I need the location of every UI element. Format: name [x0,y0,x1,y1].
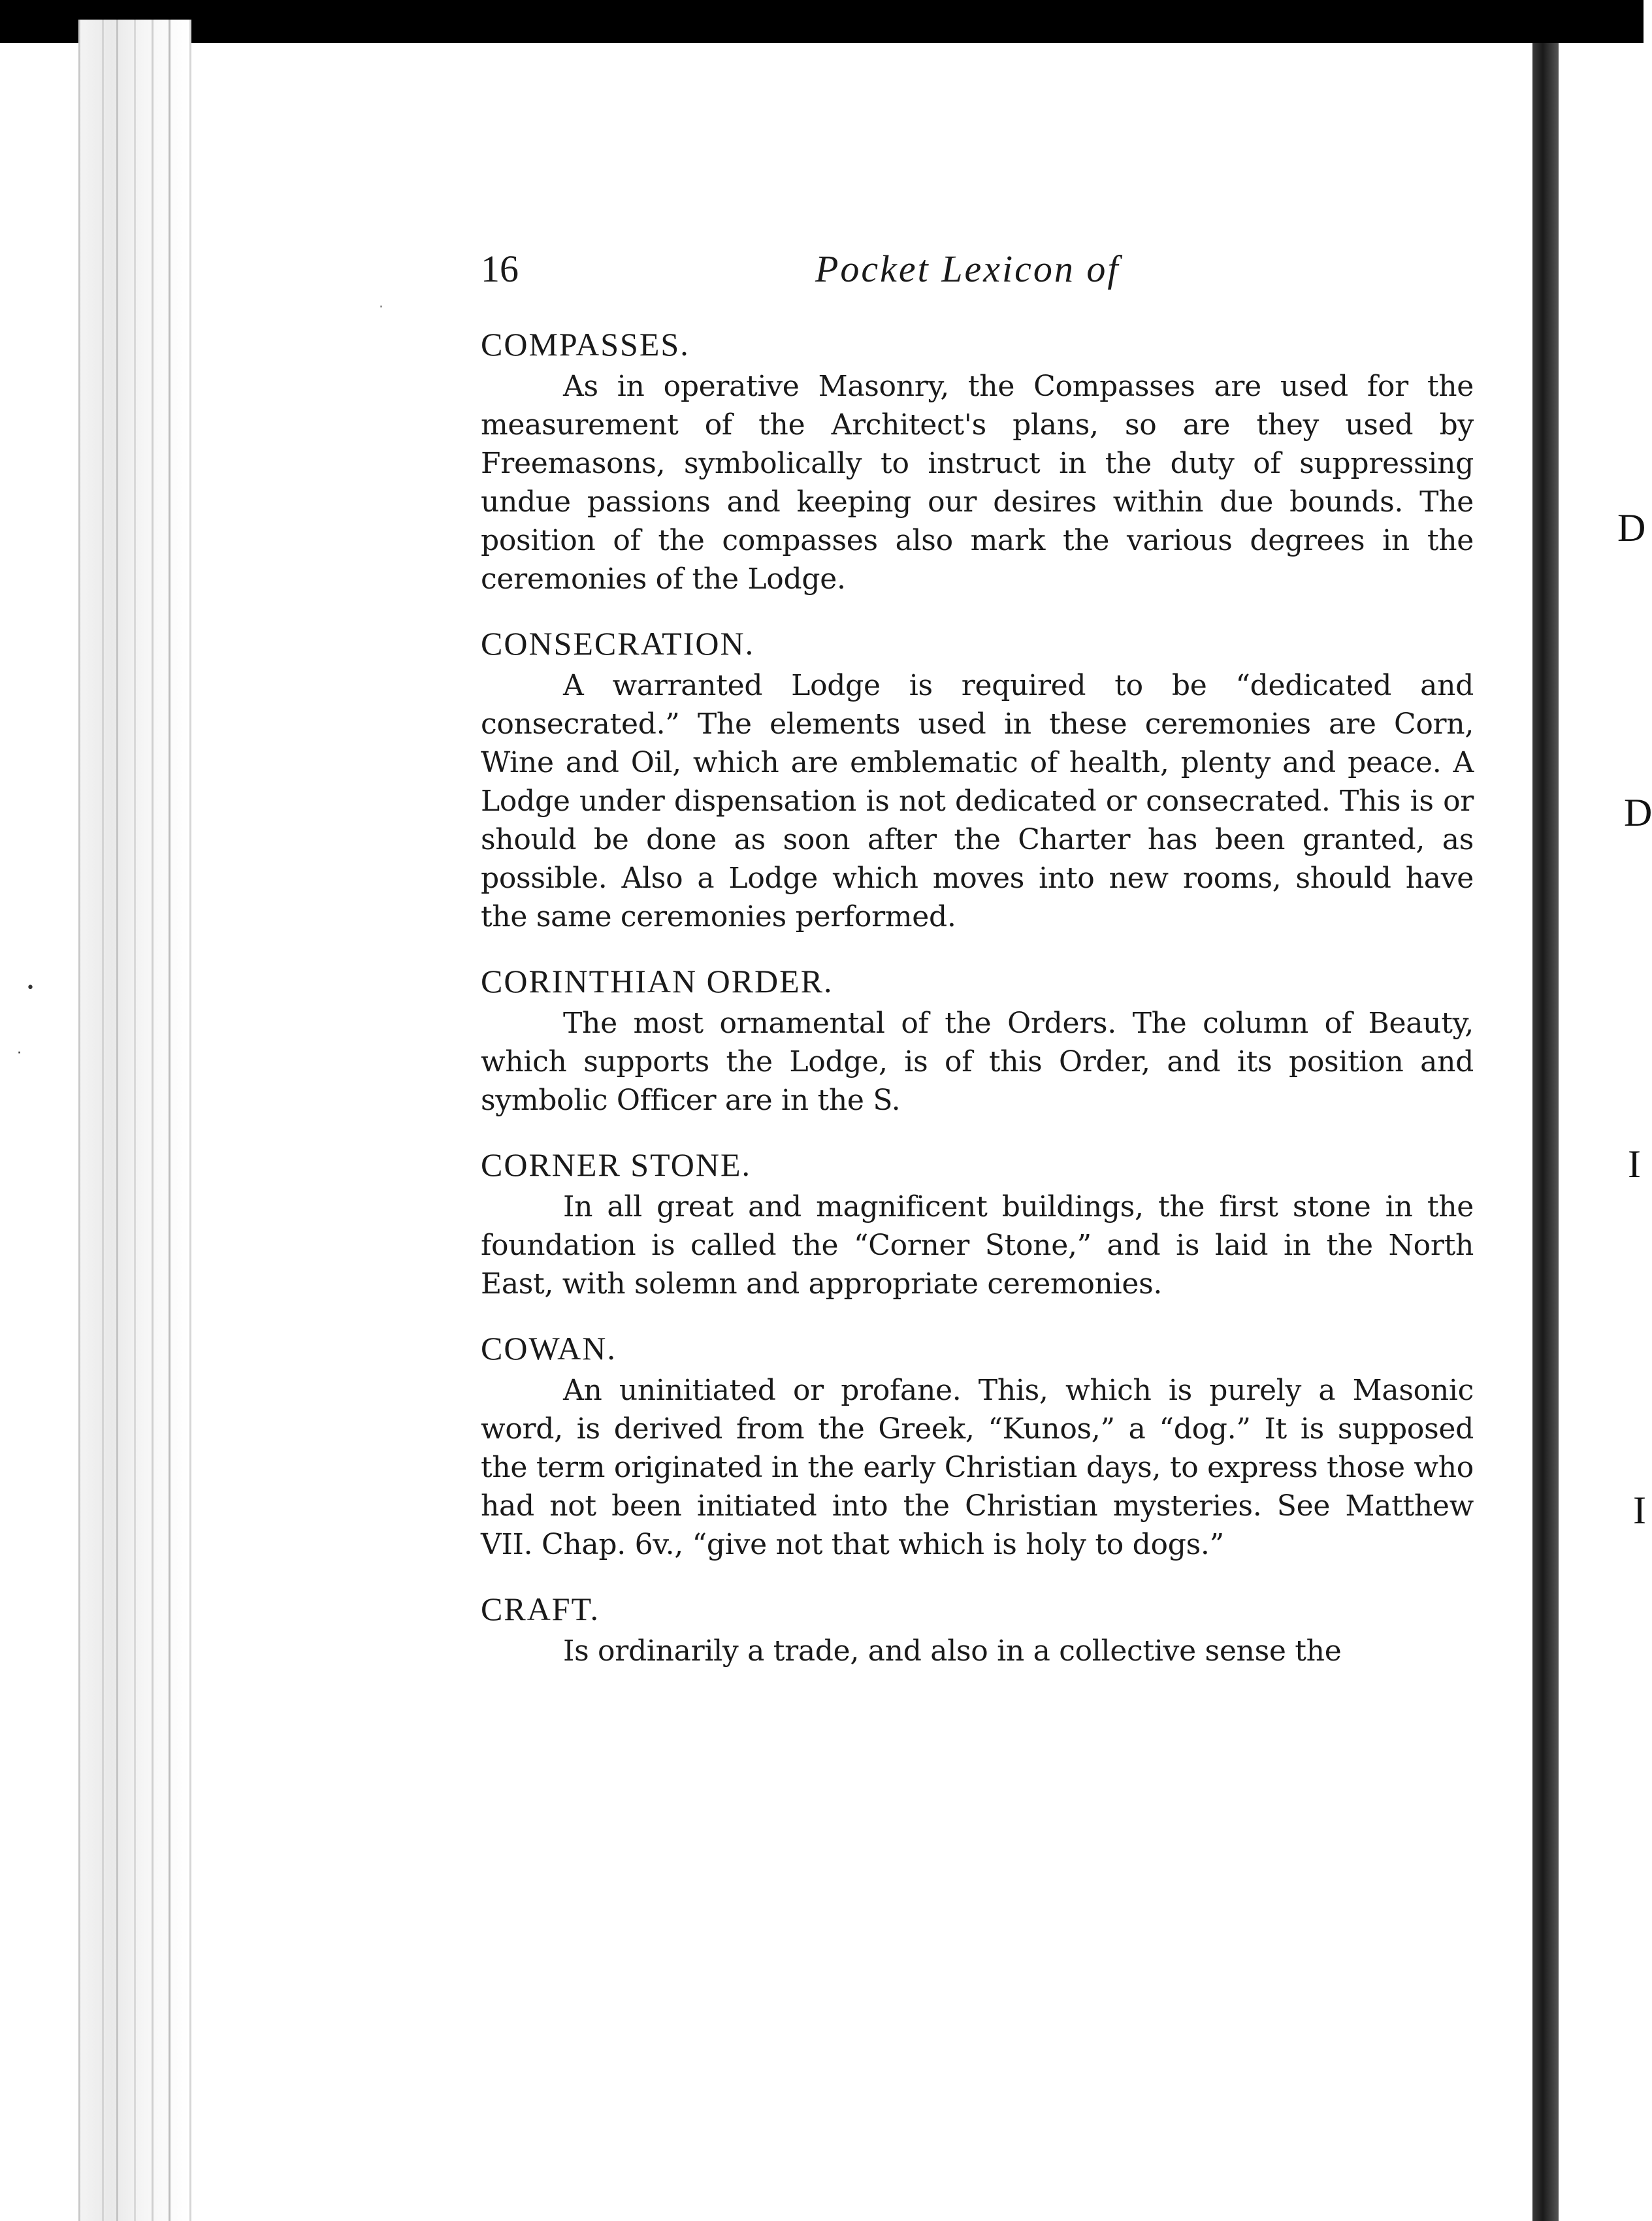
entry-term: CRAFT. [481,1591,600,1627]
facing-page-letter: D [1617,506,1646,549]
page-number: 16 [481,248,519,290]
top-black-band [0,0,1644,43]
page-edge-line [189,20,191,2221]
page-edge-line [116,20,118,2221]
scan-speck: · [379,299,383,316]
page-edge-line [152,20,154,2221]
entry-definition: A warranted Lodge is required to be “dedicated and consecrated.” The elements used in these ceremonies are Corn, Wine and Oil, which are emblematic of health, plenty and peace. A Lodge under dispensation is not dedicated or consecrated. This is or should be done as soon after the Charter has been granted, as possible. Also a Lodge which moves into new rooms, should have the same ceremonies performed. [481,669,1474,933]
lexicon-entry [481,1328,1474,1564]
lexicon-entry [481,1589,1474,1670]
entry-definition: Is ordinarily a trade, and also in a collective sense the [563,1634,1342,1668]
lexicon-entry [481,324,1474,598]
page-edge-line [102,20,104,2221]
scan-speck: • [26,980,35,996]
scan-speck: · [17,1045,22,1062]
entry-definition: As in operative Masonry, the Compasses are used for the measurement of the Architect's plans, so are they used by Freemasons, symbolically to instruct in the duty of suppressing undue passions and keeping our desires within due bounds. The position of the compasses also mark the various degrees in the ceremonies of the Lodge. [481,370,1474,596]
page-edge-line [169,20,170,2221]
entry-term: COWAN. [481,1330,617,1367]
entry-term: CONSECRATION. [481,625,755,662]
lexicon-entry [481,961,1474,1120]
entry-term: COMPASSES. [481,326,690,363]
page-edge-line [78,20,80,2221]
lexicon-content [481,324,1474,1695]
entry-definition: The most ornamental of the Orders. The column of Beauty, which supports the Lodge, is of this Order, and its position and symbolic Officer are in the S. [481,1007,1474,1117]
lexicon-entry [481,623,1474,936]
book-binding-gutter [1532,43,1559,2221]
facing-page-letter: D [1624,791,1652,834]
entry-definition: In all great and magnificent buildings, the first stone in the foundation is called the “Corner Stone,” and is laid in the North East, with solemn and appropriate ceremonies. [481,1190,1474,1301]
entry-definition: An uninitiated or profane. This, which is purely a Masonic word, is derived from the Greek, “Kunos,” a “dog.” It is supposed the term originated in the early Christian days, to express those who had not been initiated into the Christian mysteries. See Matthew VII. Chap. 6v., “give not that which is holy to dogs.” [481,1374,1474,1561]
entry-term: CORINTHIAN ORDER. [481,963,834,999]
facing-page-letter: I [1633,1489,1646,1532]
page-header [481,247,1468,299]
lexicon-entry [481,1144,1474,1303]
entry-term: CORNER STONE. [481,1146,752,1183]
running-title: Pocket Lexicon of [815,248,1120,290]
page-edge-line [134,20,136,2221]
facing-page-letter: I [1628,1143,1641,1186]
facing-page-edge [1559,43,1652,2221]
